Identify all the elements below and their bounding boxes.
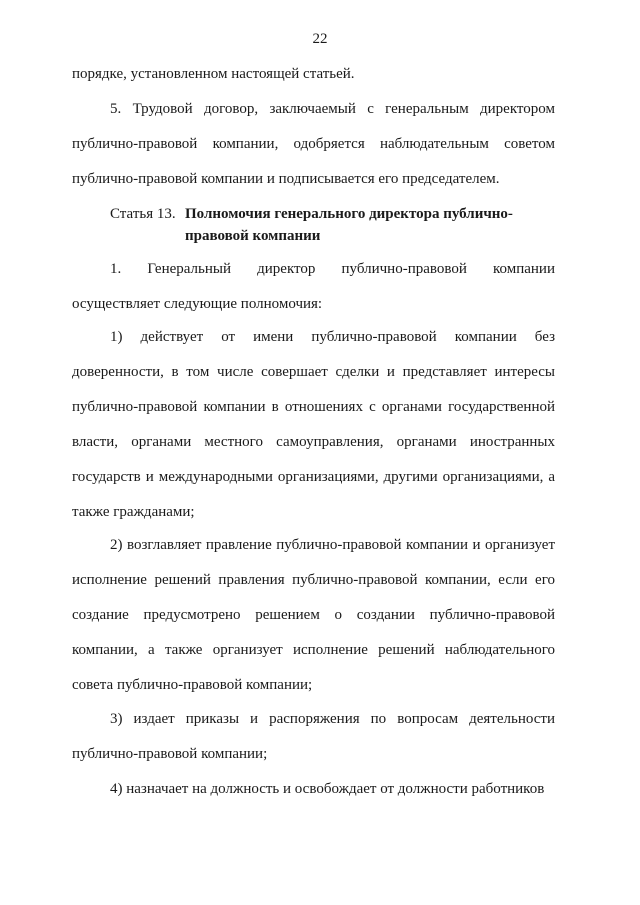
page-number: 22 [312, 31, 328, 47]
paragraph-powers-intro: 1. Генеральный директор публично-правовой компании осуществляет следующие полномочия: [72, 261, 555, 312]
article-number: Статья 13. [110, 206, 176, 222]
paragraph-subitem-3: 3) издает приказы и распоряжения по вопросам деятельности публично-правовой компании; [72, 711, 555, 762]
article-heading [110, 203, 555, 247]
paragraph-item-5: 5. Трудовой договор, заключаемый с генеральным директором публично-правовой компании, одобряется наблюдательным советом публично-правовой компании и подписывается его председателем. [72, 101, 555, 187]
article-title: Полномочия генерального директора публично-правовой компании [185, 206, 513, 244]
paragraph-subitem-1: 1) действует от имени публично-правовой компании без доверенности, в том числе совершает сделки и представляет интересы публично-правовой компании в отношениях с органами государственной власти, органами местного самоуправления, органами иностранных государств и международными организациями, другими организациями, а также гражданами; [72, 329, 555, 520]
paragraph-subitem-4: 4) назначает на должность и освобождает от должности работников [110, 781, 545, 797]
paragraph-continuation: порядке, установленном настоящей статьей. [72, 66, 355, 82]
paragraph-subitem-2: 2) возглавляет правление публично-правовой компании и организует исполнение решений правления публично-правовой компании, если его создание предусмотрено решением о создании публично-правовой компании, а также организует исполнение решений наблюдательного совета публично-правовой компании; [72, 537, 555, 693]
